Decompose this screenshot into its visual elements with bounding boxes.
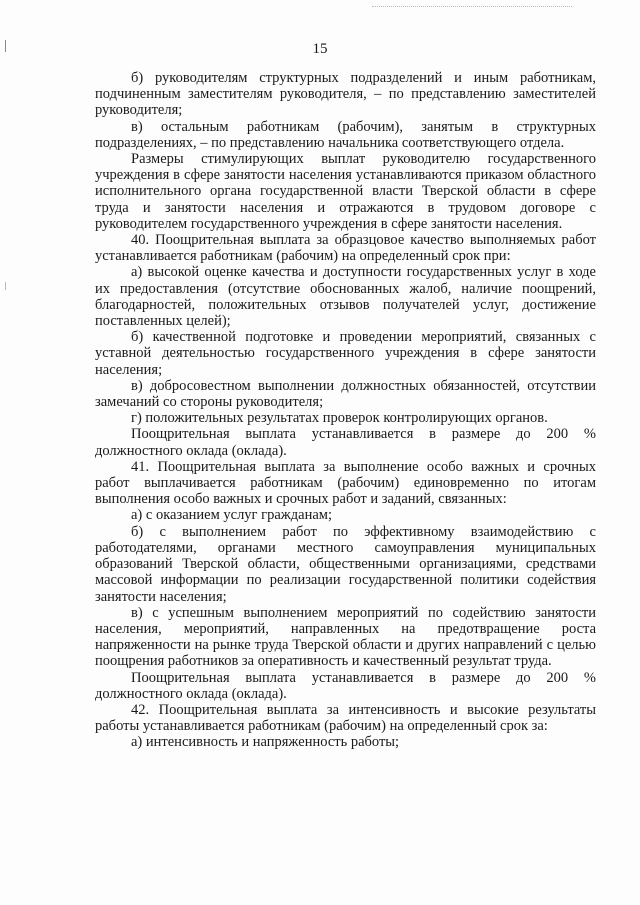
paragraph: в) с успешным выполнением мероприятий по содействию занятости населения, мероприятий, направленных на предотвращение роста напряженности на рынке труда Тверской области и других направлений с целью поощрения работников за оперативность и качественный результат труда. (95, 604, 596, 670)
paragraph: а) интенсивность и напряженность работы; (131, 734, 400, 751)
paragraph: г) положительных результатах проверок контролирующих органов. (131, 410, 548, 427)
paragraph: б) качественной подготовке и проведении мероприятий, связанных с уставной деятельностью государственного учреждения в сфере занятости населения; (95, 329, 596, 378)
paragraph: в) остальным работникам (рабочим), занятым в структурных подразделениях, – по представлению начальника соответствующего отдела. (95, 118, 596, 151)
page-number: 15 (312, 41, 328, 57)
paragraph: Размеры стимулирующих выплат руководителю государственного учреждения в сфере занятости населения устанавливаются приказом областного исполнительного органа государственной власти Тверской области в сфере труда и занятости населения и отражаются в трудовом договоре с руководителем государственного учреждения в сфере занятости населения. (95, 151, 596, 232)
scan-artifact (5, 282, 6, 290)
paragraph: а) с оказанием услуг гражданам; (131, 507, 332, 524)
paragraph: Поощрительная выплата устанавливается в размере до 200 % должностного оклада (оклада). (95, 426, 596, 459)
paragraph: 42. Поощрительная выплата за интенсивность и высокие результаты работы устанавливается работникам (рабочим) на определенный срок за: (95, 701, 596, 735)
paragraph: Поощрительная выплата устанавливается в размере до 200 % должностного оклада (оклада). (95, 669, 596, 702)
paragraph: в) добросовестном выполнении должностных обязанностей, отсутствии замечаний со стороны руководителя; (95, 377, 596, 411)
document-body (95, 70, 596, 751)
paragraph: а) высокой оценке качества и доступности государственных услуг в ходе их предоставления (отсутствие обоснованных жалоб, наличие поощрений, благодарностей, положительных отзывов получателей услуг, достижение поставленных целей); (95, 264, 596, 330)
paragraph: б) с выполнением работ по эффективному взаимодействию с работодателями, органами местного самоуправления муниципальных образований Тверской области, общественными организациями, средствами массовой информации по реализации государственной политики содействия занятости населения; (95, 523, 596, 605)
paragraph: 40. Поощрительная выплата за образцовое качество выполняемых работ устанавливается работникам (рабочим) на определенный срок при: (95, 232, 596, 265)
paragraph: б) руководителям структурных подразделений и иным работникам, подчиненным заместителям руководителя, – по представлению заместителей руководителя; (95, 70, 596, 119)
paragraph: 41. Поощрительная выплата за выполнение особо важных и срочных работ выплачивается работникам (рабочим) единовременно по итогам выполнения особо важных и срочных работ и заданий, связанных: (95, 458, 596, 508)
scan-artifact (372, 6, 572, 9)
